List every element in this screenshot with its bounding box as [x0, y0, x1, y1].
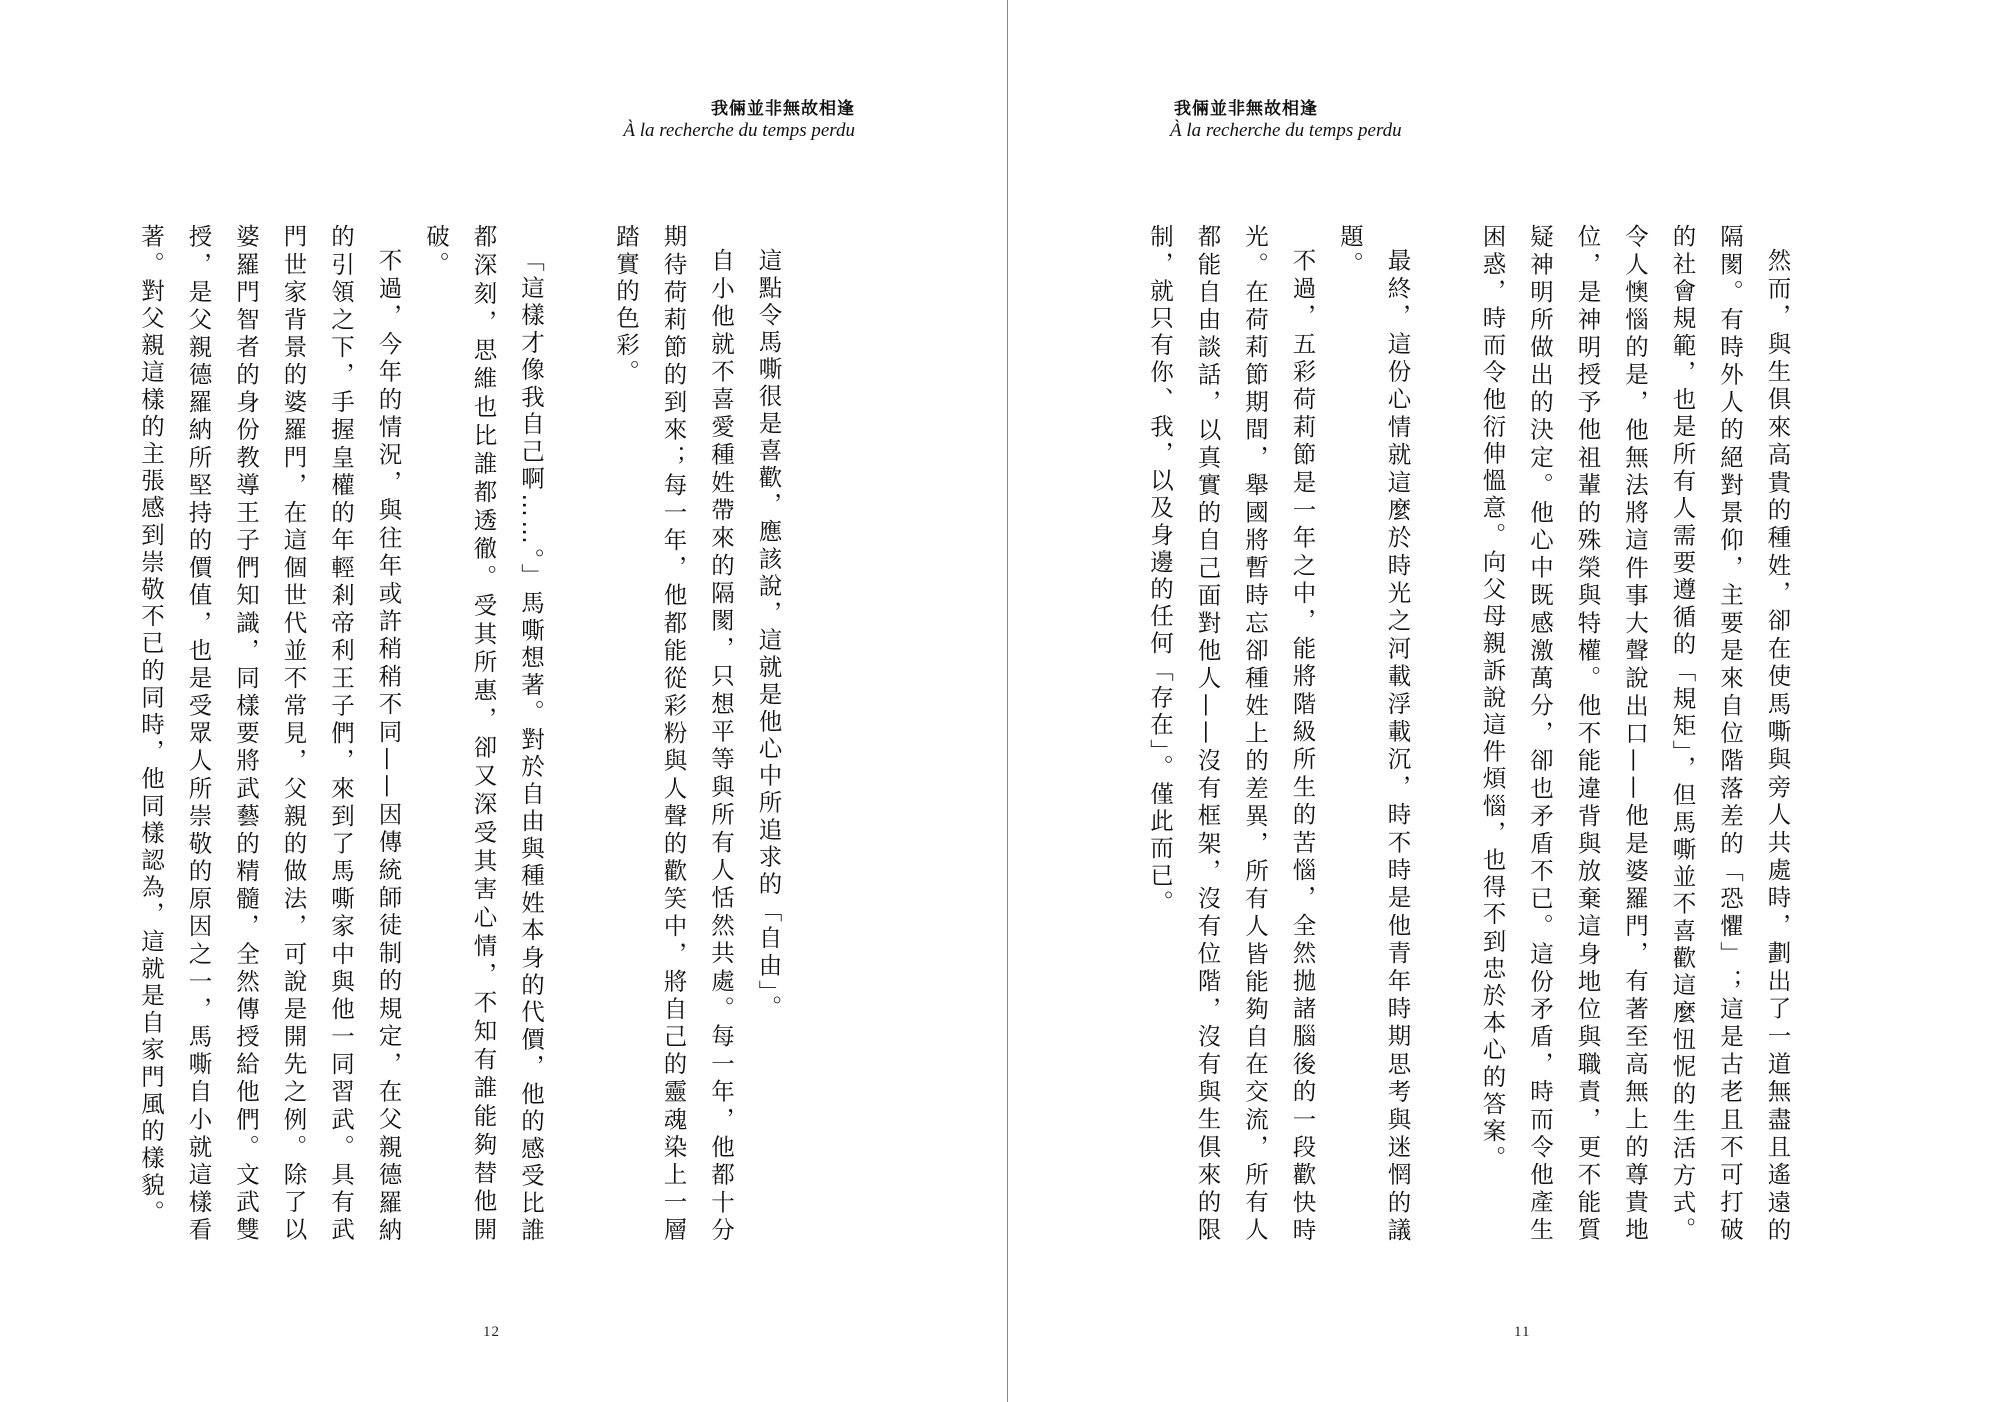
- page-number: 11: [1514, 1324, 1531, 1340]
- page-number: 12: [483, 1324, 500, 1340]
- vertical-body-text: [137, 224, 839, 1244]
- running-head-subtitle: À la recherche du temps perdu: [1170, 120, 1402, 141]
- running-head-title: 我倆並非無故相逢: [711, 99, 855, 119]
- right-page: [1009, 0, 2016, 1402]
- running-head-subtitle: À la recherche du temps perdu: [623, 120, 855, 141]
- paragraph: 這點令馬嘶很是喜歡，應該說，這就是他心中所追求的「自由」。: [754, 247, 783, 1022]
- paragraph: 「這樣才像我自己啊……。」馬嘶想著。對於自由與種姓本身的代價，他的感受比誰都深刻，思維也比誰都透徹。受其所惠，卻又深受其害心情，不知有誰能夠替他開破。: [422, 224, 545, 1244]
- running-head-title: 我倆並非無故相逢: [1174, 99, 1318, 119]
- paragraph: 自小他就不喜愛種姓帶來的隔閡，只想平等與所有人恬然共處。每一年，他都十分期待荷莉節的到來；每一年，他都能從彩粉與人聲的歡笑中，將自己的靈魂染上一層踏實的色彩。: [612, 224, 735, 1244]
- paragraph: 不過，五彩荷莉節是一年之中，能將階級所生的苦惱，全然拋諸腦後的一段歡快時光。在荷莉節期間，舉國將暫時忘卻種姓上的差異，所有人皆能夠自在交流，所有人都能自由談話，以真實的自己面對他人——沒有框架，沒有位階，沒有與生俱來的限制，就只有你、我，以及身邊的任何「存在」。僅此而已。: [1146, 224, 1317, 1244]
- paragraph: 最終，這份心情就這麼於時光之河載浮載沉，時不時是他青年時期思考與迷惘的議題。: [1336, 224, 1412, 1244]
- vertical-body-text: [1146, 224, 1848, 1244]
- paragraph: 不過，今年的情況，與往年或許稍稍不同——因傳統師徒制的規定，在父親德羅納的引領之下，手握皇權的年輕剎帝利王子們，來到了馬嘶家中與他一同習武。具有武門世家背景的婆羅門，在這個世代並不常見，父親的做法，可說是開先之例。除了以婆羅門智者的身份教導王子們知識，同樣要將武藝的精髓，全然傳授給他們。文武雙授，是父親德羅納所堅持的價值，也是受眾人所崇敬的原因之一，馬嘶自小就這樣看著。對父親這樣的主張感到崇敬不已的同時，他同樣認為，這就是自家門風的樣貌。: [137, 224, 403, 1244]
- left-page: [0, 0, 1007, 1402]
- paragraph: 然而，與生俱來高貴的種姓，卻在使馬嘶與旁人共處時，劃出了一道無盡且遙遠的隔閡。有時外人的絕對景仰，主要是來自位階落差的「恐懼」；這是古老且不可打破的社會規範，也是所有人需要遵循的「規矩」，但馬嘶並不喜歡這麼忸怩的生活方式。令人懊惱的是，他無法將這件事大聲說出口——他是婆羅門，有著至高無上的尊貴地位，是神明授予他祖輩的殊榮與特權。他不能違背與放棄這身地位與職責，更不能質疑神明所做出的決定。他心中既感激萬分，卻也矛盾不已。這份矛盾，時而令他產生困惑，時而令他衍伸慍意。向父母親訴說這件煩惱，也得不到忠於本心的答案。: [1478, 224, 1792, 1244]
